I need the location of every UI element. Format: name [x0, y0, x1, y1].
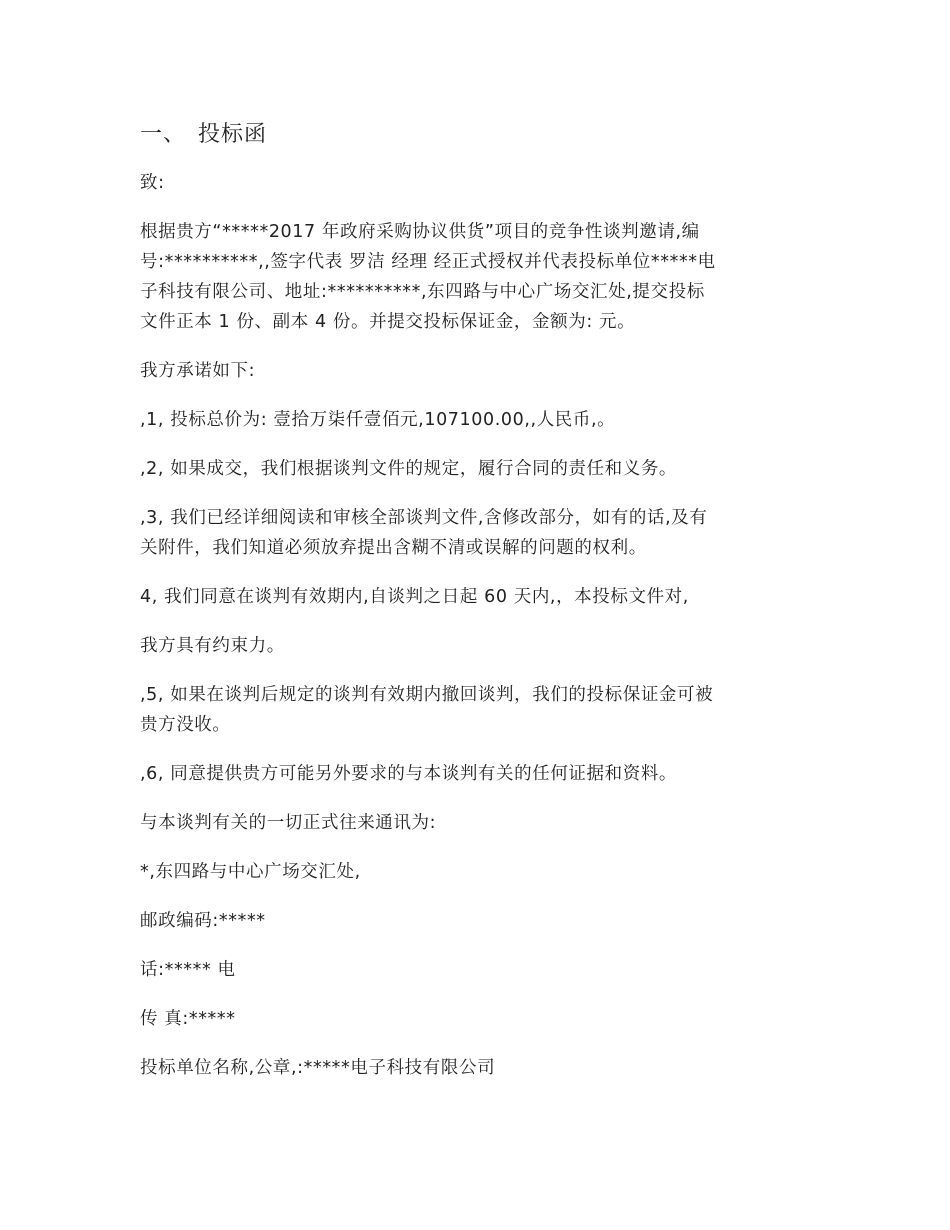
item-3-line: 关附件，我们知道必须放弃提出含糊不清或误解的问题的权利。 [140, 538, 647, 558]
intro-line: 根据贵方“*****2017 年政府采购协议供货”项目的竞争性谈判邀请,编 [140, 222, 700, 242]
section-heading [140, 118, 812, 152]
contact-fax: 传 真:***** [140, 1009, 236, 1029]
section-title: 投标函 [198, 122, 268, 147]
intro-line: 子科技有限公司、地址:**********,东四路与中心广场交汇处,提交投标 [140, 282, 705, 302]
item-3-line: ,3, 我们已经详细阅读和审核全部谈判文件,含修改部分，如有的话,及有 [140, 508, 708, 528]
intro-line: 号:**********,,签字代表 罗洁 经理 经正式授权并代表投标单位*****电 [140, 252, 716, 272]
commitment-header: 我方承诺如下: [140, 361, 256, 381]
contact-postal-code: 邮政编码:***** [140, 911, 266, 931]
intro-line: 文件正本 1 份、副本 4 份。并提交投标保证金，金额为: 元。 [140, 312, 636, 332]
commitment-item-3 [140, 503, 812, 563]
item-5-line: ,5, 如果在谈判后规定的谈判有效期内撤回谈判，我们的投标保证金可被 [140, 685, 714, 705]
intro-paragraph [140, 217, 812, 337]
item-5-line: 贵方没收。 [140, 715, 231, 735]
document-page [140, 118, 812, 1102]
commitment-item-6: ,6, 同意提供贵方可能另外要求的与本谈判有关的任何证据和资料。 [140, 764, 678, 784]
commitment-item-4-continued: 我方具有约束力。 [140, 636, 285, 656]
commitment-item-5 [140, 680, 812, 740]
contact-address: *,东四路与中心广场交汇处, [140, 862, 361, 882]
contact-phone: 话:***** 电 [140, 960, 236, 980]
commitment-item-4: 4, 我们同意在谈判有效期内,自谈判之日起 60 天内,，本投标文件对, [140, 587, 689, 607]
bidder-name: 投标单位名称,公章,:*****电子科技有限公司 [140, 1058, 496, 1078]
section-number: 一、 [140, 122, 187, 147]
commitment-item-1: ,1, 投标总价为: 壹拾万柒仟壹佰元,107100.00,,人民币,。 [140, 410, 616, 430]
commitment-item-2: ,2, 如果成交，我们根据谈判文件的规定，履行合同的责任和义务。 [140, 459, 678, 479]
salutation: 致: [140, 173, 165, 193]
correspondence-header: 与本谈判有关的一切正式往来通讯为: [140, 813, 437, 833]
